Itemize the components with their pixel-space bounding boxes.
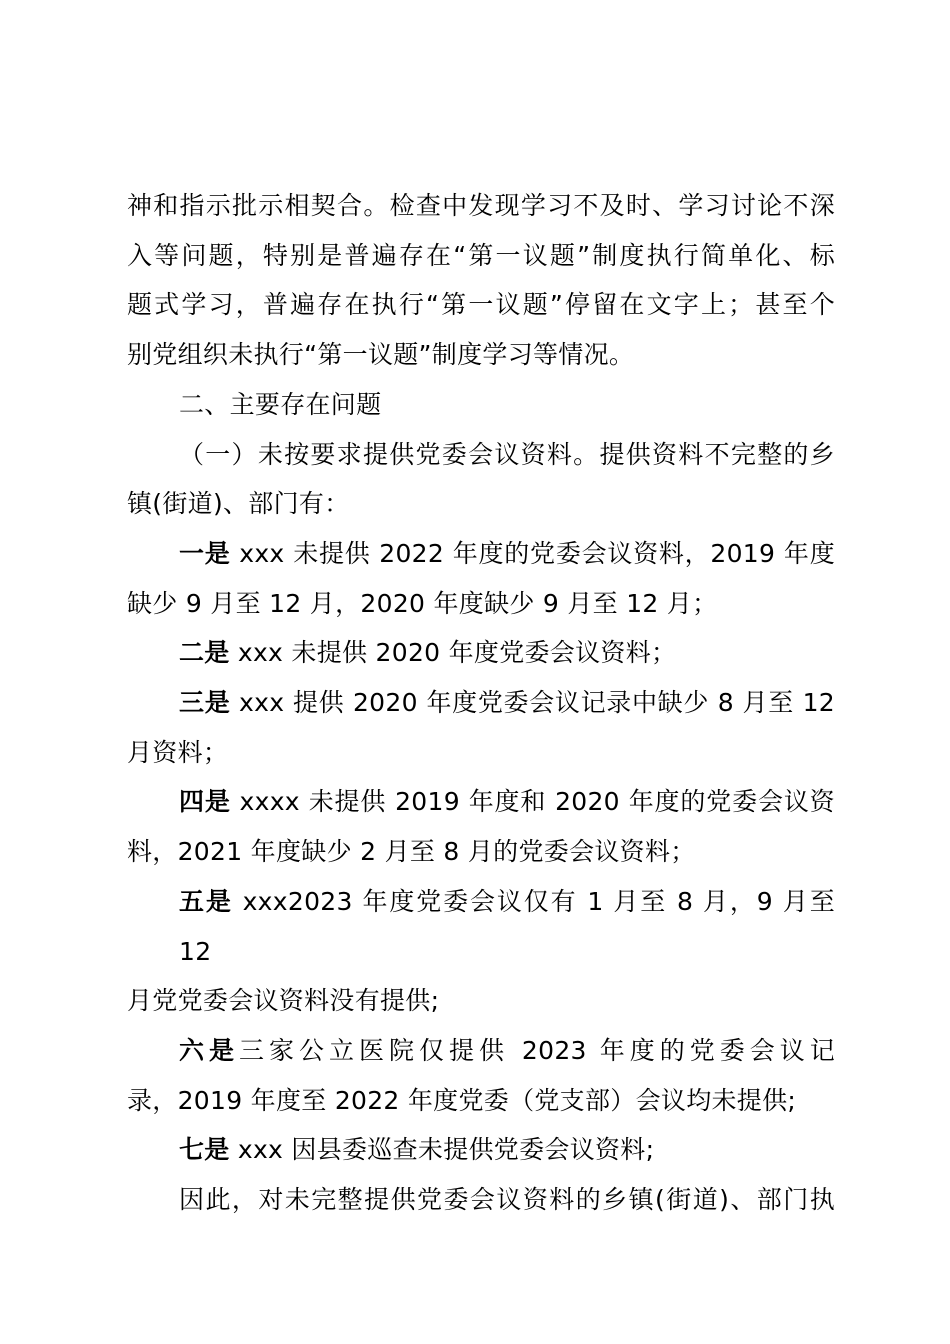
line-text: xxx 未提供 2022 年度的党委会议资料，2019 年度 <box>230 538 835 568</box>
line-text: 入等问题，特别是普遍存在“第一议题”制度执行简单化、标 <box>127 240 835 270</box>
line-text: xxxx 未提供 2019 年度和 2020 年度的党委会议资 <box>230 787 835 817</box>
list-item-line <box>127 628 835 678</box>
section-heading <box>127 380 835 430</box>
text-line <box>127 280 835 330</box>
line-text: 题式学习，普遍存在执行“第一议题”停留在文字上；甚至个 <box>127 290 835 320</box>
text-line <box>127 827 835 877</box>
document-body <box>127 181 835 1225</box>
line-text: xxx2023 年度党委会议仅有 1 月至 8 月，9 月至 12 <box>179 886 835 966</box>
list-item-marker: 一是 <box>179 538 231 568</box>
line-text: xxx 未提供 2020 年度党委会议资料； <box>229 638 677 668</box>
line-text: 料，2021 年度缺少 2 月至 8 月的党委会议资料； <box>127 837 696 867</box>
subsection-heading <box>127 430 835 480</box>
list-item-marker: 五是 <box>179 886 233 916</box>
line-text: 神和指示批示相契合。检查中发现学习不及时、学习讨论不深 <box>127 191 835 220</box>
list-item-line <box>127 678 835 728</box>
list-item-marker: 三是 <box>179 688 231 718</box>
list-item-line <box>127 777 835 827</box>
line-text: xxx 因县委巡查未提供党委会议资料; <box>229 1135 655 1165</box>
line-text: 别党组织未执行“第一议题”制度学习等情况。 <box>127 340 635 370</box>
text-line <box>127 231 835 281</box>
list-item-line <box>127 1026 835 1076</box>
line-text: （一）未按要求提供党委会议资料。提供资料不完整的乡 <box>179 439 835 469</box>
line-text: 月党党委会议资料没有提供; <box>127 986 440 1016</box>
line-text: 缺少 9 月至 12 月，2020 年度缺少 9 月至 12 月； <box>127 588 718 618</box>
line-text: 录，2019 年度至 2022 年度党委（党支部）会议均未提供; <box>127 1085 797 1115</box>
list-item-line <box>127 529 835 579</box>
line-text: 二、主要存在问题 <box>179 389 382 419</box>
text-line <box>127 579 835 629</box>
text-line <box>127 1076 835 1126</box>
line-text: 镇(街道)、部门有： <box>127 489 350 519</box>
line-text: xxx 提供 2020 年度党委会议记录中缺少 8 月至 12 <box>230 688 835 718</box>
list-item-line <box>127 1125 835 1175</box>
list-item-marker: 七是 <box>179 1135 230 1165</box>
text-line <box>127 1175 835 1225</box>
line-text: 月资料； <box>127 737 229 767</box>
list-item-marker: 六是 <box>179 1035 239 1065</box>
list-item-line <box>127 877 835 976</box>
list-item-marker: 二是 <box>179 638 230 668</box>
text-line <box>127 479 835 529</box>
text-line <box>127 181 835 231</box>
line-text: 三家公立医院仅提供 2023 年度的党委会议记 <box>239 1035 835 1065</box>
list-item-marker: 四是 <box>179 787 231 817</box>
text-line <box>127 976 835 1026</box>
line-text: 因此，对未完整提供党委会议资料的乡镇(街道)、部门执 <box>179 1185 835 1215</box>
text-line <box>127 330 835 380</box>
text-line <box>127 728 835 778</box>
